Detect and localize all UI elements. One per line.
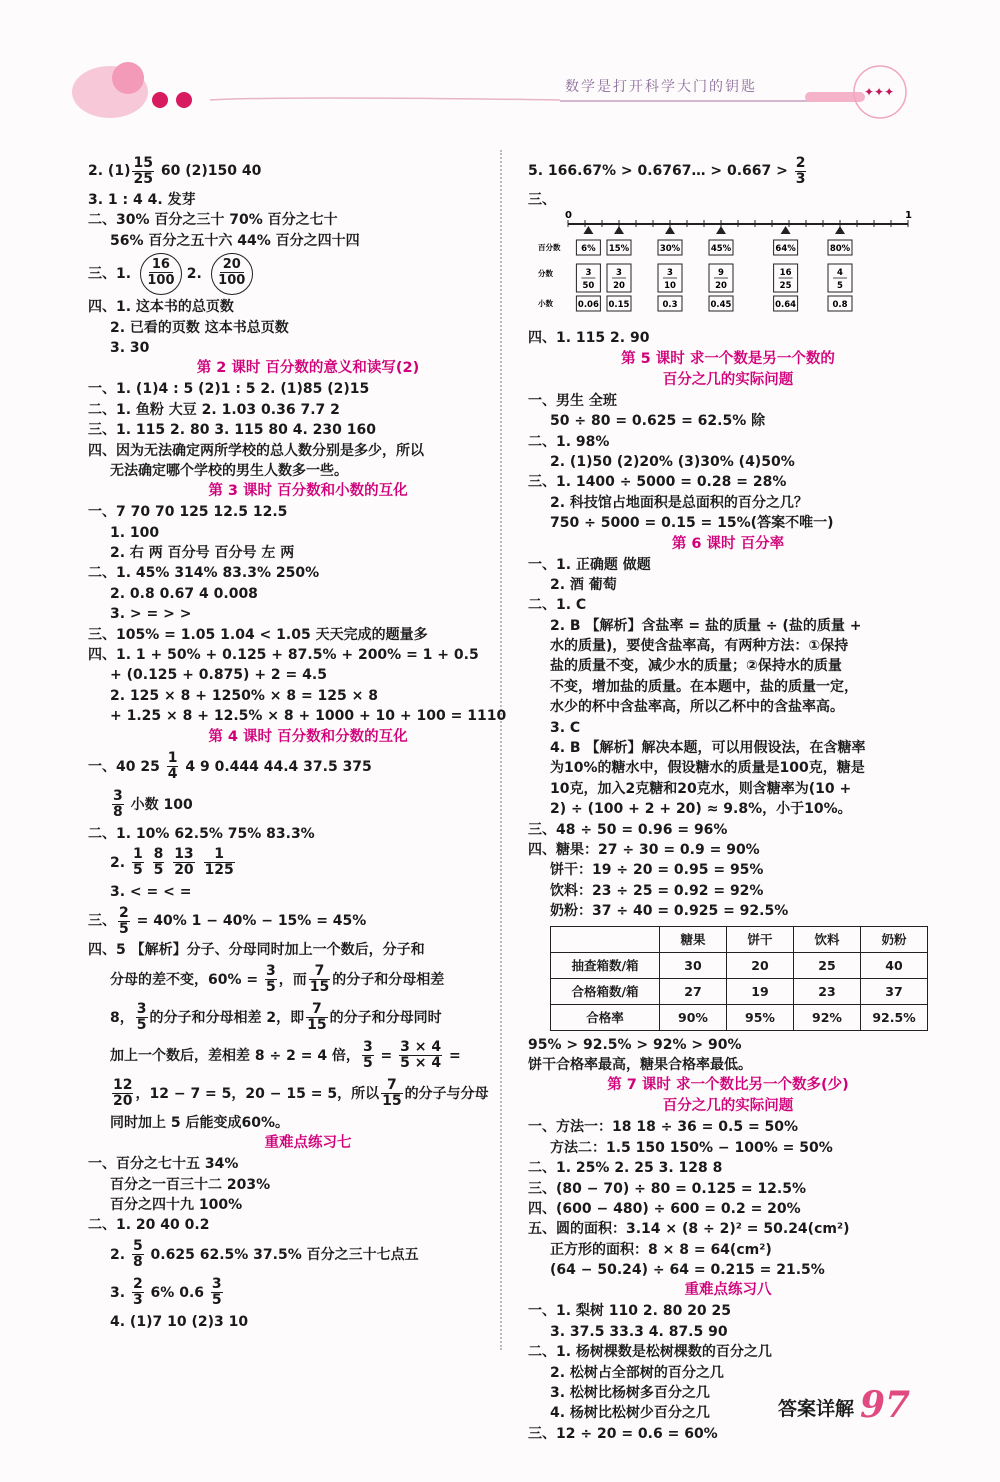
decimal-value: 0.8: [832, 300, 848, 311]
answer-line: 一、40 25 $\frac{1}{4}$ 4 9 0.444 44.4 37.5 375: [88, 750, 372, 783]
pointer-marker: [716, 226, 726, 234]
fraction: $\frac{3 \times 4}{5 \times 4}$: [400, 1039, 442, 1072]
row-label: 小数: [538, 299, 553, 309]
answer-line: 二、1. 98%: [528, 433, 610, 450]
answer-line: 3. > = > >: [110, 606, 192, 623]
percent-value: 15%: [608, 244, 630, 255]
answer-line: 二、1. 25% 2. 25 3. 128 8: [528, 1160, 723, 1177]
fraction: $\frac{5}{8}$: [132, 1238, 143, 1271]
table-header-row: [551, 926, 928, 952]
answer-line: 2. 0.8 0.67 4 0.008: [110, 585, 258, 602]
answer-line: 2. 已看的页数 这本书总页数: [110, 319, 289, 336]
answer-line: 3. 1 : 4 4. 发芽: [88, 192, 196, 208]
fraction-numerator: 9: [718, 268, 724, 279]
answer-line: 二、1. 鱼粉 大豆 2. 1.03 0.36 7.7 2: [88, 401, 340, 418]
fraction-denominator: 5: [837, 281, 843, 292]
right-lines-a: [528, 152, 928, 190]
number-line-diagram: [538, 210, 918, 328]
fraction: $\frac{15}{25}$: [133, 154, 153, 187]
left-column: [88, 152, 528, 1332]
answer-line: 1. 100: [110, 524, 160, 541]
circled-fraction: $\frac{16}{100}$: [140, 253, 182, 295]
axis-end-label: 1: [905, 210, 912, 222]
fraction-denominator: 10: [664, 281, 676, 292]
answer-line: 二、1. 10% 62.5% 75% 83.3%: [88, 825, 315, 842]
table-cell: 92%: [794, 1004, 861, 1030]
answer-line: 2. 松树占全部树的百分之几: [550, 1364, 724, 1381]
fraction: $\frac{1}{4}$: [167, 750, 178, 783]
answer-line: (64 − 50.24) ÷ 64 = 0.215 = 21.5%: [550, 1262, 825, 1279]
answer-line: 为10%的糖水中，假设糖水的质量是100克，糖是: [550, 760, 865, 777]
answer-line: + (0.125 + 0.875) + 2 = 4.5: [110, 667, 327, 684]
section-heading: 百分之几的实际问题: [662, 1098, 794, 1115]
fraction: $\frac{1}{5}$: [132, 846, 143, 879]
page-header: [0, 0, 1000, 120]
answer-line: 2) ÷ (100 + 2 + 20) ≈ 9.8%，小于10%。: [550, 801, 852, 818]
answer-line: 百分之四十九 100%: [110, 1196, 243, 1213]
footer-label: 答案详解: [778, 1398, 855, 1420]
answer-line: 10克，加入2克糖和20克水，则含糖率为(10 +: [550, 780, 852, 797]
answer-line: 750 ÷ 5000 = 0.15 = 15%(答案不唯一): [550, 515, 834, 532]
fraction-numerator: 3: [585, 268, 592, 279]
decimal-value: 0.06: [577, 300, 599, 311]
header-decoration: [0, 0, 1000, 120]
answer-line: 水的质量)，要使含盐率高，有两种方法：①保持: [550, 638, 849, 655]
section-heading: 第 5 课时 求一个数是另一个数的: [621, 350, 835, 367]
answer-line: 2. 右 两 百分号 百分号 左 两: [110, 545, 295, 562]
percent-value: 30%: [659, 244, 681, 255]
fraction: $\frac{3}{5}$: [362, 1039, 373, 1072]
section-heading: 重难点练习七: [264, 1135, 352, 1152]
answer-line: 一、方法一：18 18 ÷ 36 = 0.5 = 50%: [528, 1119, 799, 1136]
pointer-marker: [835, 226, 845, 234]
answer-line: 95% > 92.5% > 92% > 90%: [528, 1036, 742, 1053]
fraction: $\frac{12}{20}$: [113, 1077, 133, 1110]
decimal-value: 0.3: [662, 300, 678, 311]
fraction-denominator: 50: [582, 281, 595, 292]
table-cell: [551, 926, 660, 952]
answer-line: 2. (1) $\frac{15}{25}$ 60 (2)150 40: [88, 154, 262, 187]
answer-line: 三、12 ÷ 20 = 0.6 = 60%: [528, 1425, 718, 1442]
answer-line: 一、1. (1)4 : 5 (2)1 : 5 2. (1)85 (2)15: [88, 381, 370, 398]
fraction: $\frac{13}{20}$: [174, 846, 194, 879]
row-label: 百分数: [538, 243, 561, 253]
fraction-numerator: 16: [779, 268, 792, 279]
answer-line: 百分之一百三十二 203%: [110, 1176, 271, 1193]
answer-line: 三、48 ÷ 50 = 0.96 = 96%: [528, 821, 728, 838]
fraction-numerator: 3: [616, 268, 622, 279]
answer-line: 56% 百分之五十六 44% 百分之四十四: [110, 232, 360, 249]
answer-line: 3. C: [550, 719, 581, 736]
fraction-numerator: 3: [667, 268, 673, 279]
section-heading: 第 4 课时 百分数和分数的互化: [208, 728, 408, 745]
answer-line: 三、(80 − 70) ÷ 80 = 0.125 = 12.5%: [528, 1180, 807, 1197]
fraction: $\frac{7}{15}$: [309, 963, 330, 996]
answer-line: 盐的质量不变，减少水的质量；②保持水的质量: [550, 658, 842, 675]
answer-line: + 1.25 × 8 + 12.5% × 8 + 1000 + 10 + 100 = 1110: [110, 708, 507, 725]
answer-line: 四、5 【解析】分子、分母同时加上一个数后，分子和: [88, 942, 425, 959]
table-cell: 抽查箱数/箱: [551, 952, 660, 978]
answer-line: 饮料：23 ÷ 25 = 0.92 = 92%: [550, 882, 764, 899]
table-cell: 19: [727, 978, 794, 1004]
answer-line: 二、1. 45% 314% 83.3% 250%: [88, 565, 320, 582]
answer-line: 2. 酒 葡萄: [550, 576, 617, 593]
answer-line: 四、糖果：27 ÷ 30 = 0.9 = 90%: [528, 841, 760, 858]
pointer-marker: [614, 226, 624, 234]
answer-line: 8， $\frac{3}{5}$ 的分子和分母相差 2，即 $\frac{7}{15}$ 的分子和分母同时: [110, 1001, 442, 1034]
answer-line: 4. 杨树比松树少百分之几: [550, 1405, 710, 1422]
table-row: [551, 978, 928, 1004]
answer-line: 五、圆的面积：3.14 × (8 ÷ 2)² = 50.24(cm²): [528, 1221, 850, 1238]
answer-line: 3. $\frac{2}{3}$ 6% 0.6 $\frac{3}{5}$: [110, 1276, 222, 1309]
answer-line: 一、男生 全班: [528, 392, 617, 409]
table-cell: 合格率: [551, 1004, 660, 1030]
section-heading: 第 3 课时 百分数和小数的互化: [208, 483, 408, 500]
fraction-denominator: 20: [715, 281, 727, 292]
fraction: $\frac{2}{3}$: [132, 1276, 143, 1309]
table-cell: 95%: [727, 1004, 794, 1030]
answer-line: 2. 125 × 8 + 1250% × 8 = 125 × 8: [110, 687, 378, 704]
table-cell: 奶粉: [861, 926, 928, 952]
right-column: [528, 152, 928, 1444]
percent-value: 6%: [581, 244, 596, 255]
answer-line: 加上一个数后，差相差 8 ÷ 2 = 4 倍， $\frac{3}{5}$ = $\frac{3 \times 4}{5 \times 4}$ =: [110, 1039, 461, 1072]
decimal-value: 0.64: [775, 300, 797, 311]
answer-line: 二、1. 20 40 0.2: [88, 1217, 210, 1234]
fraction: $\frac{3}{8}$: [113, 788, 123, 821]
answer-line: 奶粉：37 ÷ 40 = 0.925 = 92.5%: [550, 903, 789, 920]
section-heading: 第 7 课时 求一个数比另一个数多(少): [607, 1077, 849, 1094]
answer-line: 4. B 【解析】解决本题，可以用假设法，在含糖率: [550, 740, 866, 757]
table-cell: 30: [660, 952, 727, 978]
fraction: $\frac{7}{15}$: [307, 1001, 327, 1034]
table-cell: 92.5%: [861, 1004, 928, 1030]
fraction: $\frac{2}{5}$: [119, 904, 129, 937]
answer-line: 2. $\frac{5}{8}$ 0.625 62.5% 37.5% 百分之三十七点五: [110, 1238, 419, 1271]
answer-line: 四、1. 这本书的总页数: [88, 299, 234, 316]
answer-line: 分母的差不变，60% = $\frac{3}{5}$ ，而 $\frac{7}{15}$ 的分子和分母相差: [110, 963, 445, 996]
answer-line: 一、1. 正确题 做题: [528, 556, 651, 573]
table-cell: 饮料: [794, 926, 861, 952]
decimal-value: 0.15: [608, 300, 630, 311]
section-heading: 重难点练习八: [684, 1282, 772, 1299]
ruler-question-label: 三、: [528, 192, 556, 208]
answer-line: 2. (1)50 (2)20% (3)30% (4)50%: [550, 453, 795, 470]
answer-line: 3. 37.5 33.3 4. 87.5 90: [550, 1323, 728, 1340]
axis-start-label: 0: [565, 210, 572, 222]
circled-fraction: $\frac{20}{100}$: [211, 253, 253, 295]
answer-line: 四、1. 1 + 50% + 0.125 + 87.5% + 200% = 1 + 0.5: [88, 647, 479, 664]
answer-line: 50 ÷ 80 = 0.625 = 62.5% 除: [550, 413, 766, 430]
table-cell: 25: [794, 952, 861, 978]
answer-line: 水少的杯中含盐率高，所以乙杯中的含盐率高。: [550, 699, 844, 716]
fraction: $\frac{3}{5}$: [136, 1001, 147, 1034]
fraction: $\frac{2}{3}$: [795, 154, 806, 187]
table-cell: 饼干: [727, 926, 794, 952]
answer-line: 4. (1)7 10 (2)3 10: [110, 1313, 249, 1330]
percent-value: 45%: [710, 244, 732, 255]
decimal-value: 0.45: [710, 300, 732, 311]
table-cell: 合格箱数/箱: [551, 978, 660, 1004]
number-line-svg: [538, 210, 918, 328]
answer-line: 5. 166.67% > 0.6767… > 0.667 > $\frac{2}{3}$: [528, 154, 806, 187]
answer-line: 3. < = < =: [110, 883, 192, 900]
table-row: [551, 952, 928, 978]
answer-line: 正方形的面积：8 × 8 = 64(cm²): [550, 1241, 772, 1258]
pointer-marker: [583, 226, 593, 234]
percent-value: 64%: [775, 244, 796, 255]
fraction: $\frac{1}{125}$: [204, 846, 234, 879]
answer-line: 三、105% = 1.05 1.04 < 1.05 天天完成的题量多: [88, 626, 428, 643]
answer-line: 不变，增加盐的质量。在本题中，盐的质量一定，: [550, 678, 858, 695]
page-number: 97: [860, 1384, 911, 1426]
row-label: 分数: [538, 269, 553, 279]
fraction: $\frac{3}{5}$: [266, 963, 276, 996]
svg-text:✦✦✦: ✦✦✦: [864, 85, 895, 99]
header-slogan: 数学是打开科学大门的钥匙: [565, 79, 757, 95]
table-cell: 27: [660, 978, 727, 1004]
section-heading: 第 2 课时 百分数的意义和读写(2): [196, 360, 420, 377]
pointer-marker: [665, 226, 675, 234]
answer-line: 2. $\frac{1}{5}$ $\frac{8}{5}$ $\frac{13}{20}$ $\frac{1}{125}$: [110, 846, 234, 879]
answer-line: 三、1. 1400 ÷ 5000 = 0.28 = 28%: [528, 474, 787, 491]
answer-line: 二、1. 杨树棵数是松树棵数的百分之几: [528, 1344, 772, 1361]
fraction: $\frac{7}{15}$: [382, 1077, 402, 1110]
table-cell: 20: [727, 952, 794, 978]
answer-line: 3. 30: [110, 339, 150, 356]
table-cell: 糖果: [660, 926, 727, 952]
section-heading: 第 6 课时 百分率: [671, 535, 785, 552]
answer-line: $\frac{3}{8}$ 小数 100: [113, 788, 193, 821]
answer-line: 方法二：1.5 150 150% − 100% = 50%: [550, 1139, 833, 1156]
answer-line: 四、因为无法确定两所学校的总人数分别是多少，所以: [88, 442, 424, 459]
answer-line: 饼干合格率最高，糖果合格率最低。: [528, 1056, 752, 1073]
answer-line: 三、1. 115 2. 80 3. 115 80 4. 230 160: [88, 422, 376, 439]
answer-line: 四、1. 115 2. 90: [528, 330, 650, 347]
table-cell: 90%: [660, 1004, 727, 1030]
fraction: $\frac{8}{5}$: [153, 846, 164, 879]
answer-line: 无法确定哪个学校的男生人数多一些。: [110, 462, 348, 479]
section-heading: 百分之几的实际问题: [662, 371, 794, 388]
answer-line: 一、百分之七十五 34%: [88, 1156, 239, 1173]
fraction: $\frac{3}{5}$: [211, 1276, 222, 1309]
answer-line: 二、1. C: [528, 597, 587, 614]
answer-line: 三、1. $\frac{16}{100}$ 2. $\frac{20}{100}$: [88, 251, 528, 297]
answer-line: 一、7 70 70 125 12.5 12.5: [88, 504, 288, 521]
answer-line: 饼干：19 ÷ 20 = 0.95 = 95%: [550, 862, 764, 879]
answer-line: 二、30% 百分之三十 70% 百分之七十: [88, 212, 338, 229]
table-cell: 40: [861, 952, 928, 978]
answer-line: 同时加上 5 后能变成60%。: [110, 1114, 289, 1131]
fraction-denominator: 20: [613, 281, 625, 292]
fraction-denominator: 25: [779, 281, 792, 292]
answer-line: 2. 科技馆占地面积是总面积的百分之几？: [550, 494, 808, 511]
fraction-numerator: 4: [837, 268, 843, 279]
table-cell: 23: [794, 978, 861, 1004]
right-lines-c: [528, 1035, 928, 1445]
answer-line: 3. 松树比杨树多百分之几: [550, 1385, 710, 1402]
answer-line: 三、 $\frac{2}{5}$ = 40% 1 − 40% − 15% = 45%: [88, 904, 367, 937]
quality-table: [550, 926, 928, 1031]
answer-line: 四、(600 − 480) ÷ 600 = 0.2 = 20%: [528, 1200, 801, 1217]
pointer-marker: [781, 226, 791, 234]
table-row: [551, 1004, 928, 1030]
table-cell: 37: [861, 978, 928, 1004]
right-lines-b: [528, 328, 928, 921]
answer-line: $\frac{12}{20}$ ，12 − 7 = 5，20 − 15 = 5，所以 $\frac{7}{15}$ 的分子与分母: [113, 1077, 489, 1110]
answer-line: 一、1. 梨树 110 2. 80 20 25: [528, 1303, 732, 1320]
percent-value: 80%: [829, 244, 851, 255]
answer-line: 2. B 【解析】含盐率 = 盐的质量 ÷ (盐的质量 +: [550, 617, 862, 634]
